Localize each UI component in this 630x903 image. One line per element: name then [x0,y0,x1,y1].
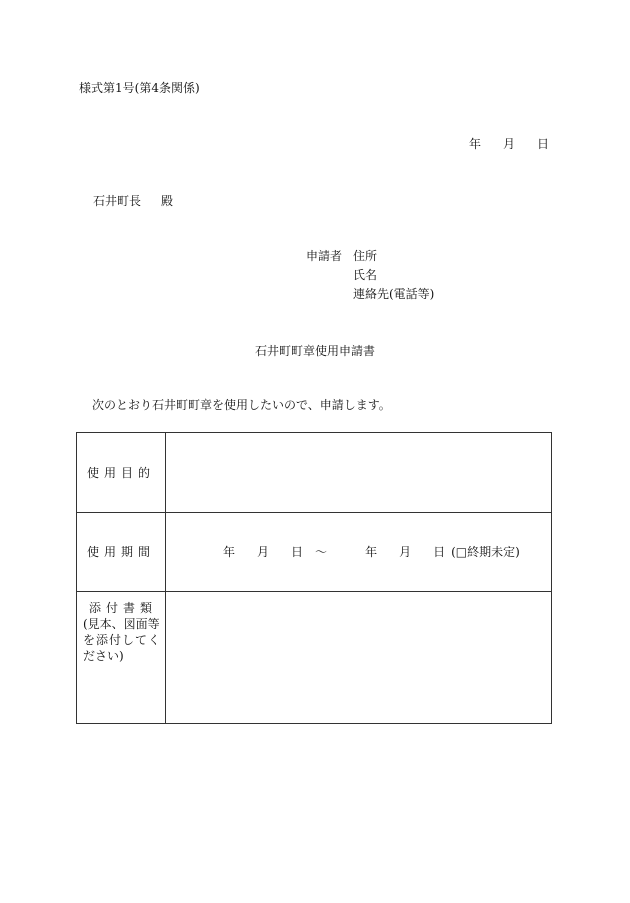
date-day: 日 [537,137,550,151]
period-value-cell[interactable] [166,513,551,591]
addressee [93,193,173,209]
period-tilde: ～ [315,545,328,559]
period-start-day: 日 [291,545,304,559]
applicant-contact-label: 連絡先(電話等) [353,287,435,301]
document-title: 石井町町章使用申請書 [254,344,375,358]
applicant-address-label: 住所 [353,249,378,263]
submission-date [469,136,549,152]
addressee-name: 石井町長 [93,194,142,208]
attachments-label-line4: ださい) [83,649,124,663]
form-number: 様式第1号(第4条関係) [79,81,200,95]
table-row-period [77,512,551,591]
table-row-attachments [77,591,551,723]
period-end-month: 月 [399,545,412,559]
table-row-purpose [77,433,551,512]
period-start-year: 年 [223,545,236,559]
purpose-label-cell [77,433,166,512]
period-end-day: 日 [433,545,446,559]
application-table [76,432,552,724]
period-line [223,544,520,560]
applicant-label: 申請者 [306,249,343,263]
attachments-label [83,600,163,664]
addressee-honorific: 殿 [161,194,174,208]
purpose-label: 使用目的 [86,465,155,480]
period-undetermined-note[interactable]: (□終期未定) [451,545,520,559]
attachments-label-line2: (見本、図面等 [83,617,160,631]
applicant-name-label: 氏名 [353,268,378,282]
purpose-value-cell[interactable] [166,433,551,512]
intro-text: 次のとおり石井町町章を使用したいので、申請します。 [92,398,391,412]
attachments-label-cell [77,592,166,723]
attachments-label-line1: 添付書類 [89,601,158,615]
period-end-year: 年 [365,545,378,559]
date-year: 年 [469,137,482,151]
period-label-cell [77,513,166,591]
date-month: 月 [503,137,516,151]
period-label: 使用期間 [86,545,155,559]
period-start-month: 月 [257,545,270,559]
attachments-value-cell[interactable] [166,592,551,723]
attachments-label-line3: を添付してく [83,633,162,647]
